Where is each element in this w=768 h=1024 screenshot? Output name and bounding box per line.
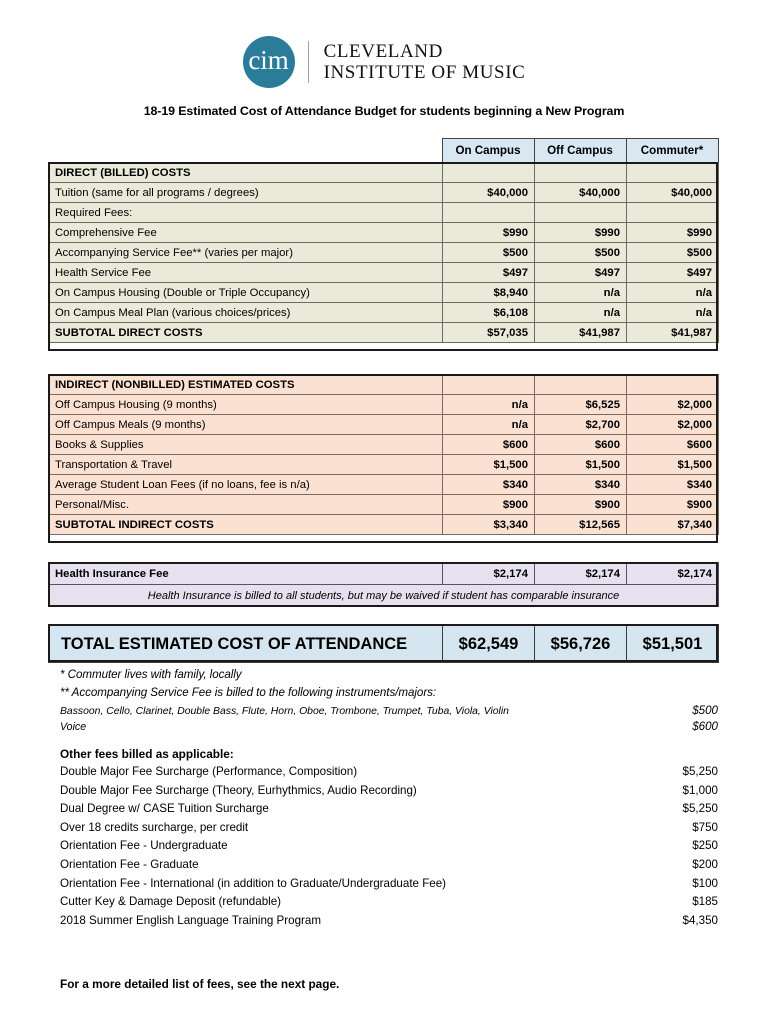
row-value [627,203,719,223]
other-fee-label: Double Major Fee Surcharge (Theory, Eurhythmics, Audio Recording) [60,783,417,797]
instrument-list-label: Bassoon, Cello, Clarinet, Double Bass, Flute, Horn, Oboe, Trombone, Trumpet, Tuba, Viola, Violin [60,706,509,717]
table-row [49,435,719,455]
other-fee-amount: $185 [692,895,718,909]
row-value: $2,700 [535,415,627,435]
subtotal-value: $57,035 [443,323,535,343]
cim-monogram-text: cim [248,45,289,75]
other-fee-label: Cutter Key & Damage Deposit (refundable) [60,895,282,909]
other-fee-label: Over 18 credits surcharge, per credit [60,820,249,834]
column-header-off-campus: Off Campus [534,139,626,163]
row-label: On Campus Meal Plan (various choices/prices) [49,303,443,323]
other-fees-heading: Other fees billed as applicable: [60,747,234,761]
row-label: Health Service Fee [49,263,443,283]
table-row [49,263,719,283]
row-label: Required Fees: [49,203,443,223]
other-fee-amount: $100 [692,876,718,890]
row-value: $6,108 [443,303,535,323]
instrument-list-row [60,704,718,717]
other-fee-label: Orientation Fee - International (in addition to Graduate/Undergraduate Fee) [60,876,447,890]
table-row [49,585,719,607]
other-fee-amount: $4,350 [682,913,718,927]
row-value: $900 [443,495,535,515]
logo-divider [308,41,309,83]
insurance-value: $2,174 [443,563,535,585]
indirect-section-title: INDIRECT (NONBILLED) ESTIMATED COSTS [49,375,443,395]
row-value: $1,500 [443,455,535,475]
insurance-label: Health Insurance Fee [49,563,443,585]
table-row [49,375,719,395]
row-label: Off Campus Housing (9 months) [49,395,443,415]
row-value: $990 [627,223,719,243]
row-label: Comprehensive Fee [49,223,443,243]
subtotal-label: SUBTOTAL DIRECT COSTS [49,323,443,343]
direct-section-title: DIRECT (BILLED) COSTS [49,163,443,183]
institution-logo [0,36,768,88]
row-value: $1,500 [535,455,627,475]
cim-circle-icon [243,36,295,88]
total-value: $51,501 [627,625,719,663]
other-fee-label: Orientation Fee - Graduate [60,857,199,871]
table-row [49,283,719,303]
other-fee-label: 2018 Summer English Language Training Program [60,913,322,927]
other-fee-row [60,839,718,852]
row-label: Accompanying Service Fee** (varies per major) [49,243,443,263]
table-row [49,183,719,203]
indirect-section-v3 [627,375,719,395]
row-label: Books & Supplies [49,435,443,455]
insurance-value: $2,174 [627,563,719,585]
subtotal-value: $41,987 [627,323,719,343]
row-value: n/a [627,283,719,303]
health-insurance-table [48,562,719,607]
row-value: n/a [443,395,535,415]
row-label: Off Campus Meals (9 months) [49,415,443,435]
logo-line-1: CLEVELAND [323,40,443,62]
row-value: $497 [535,263,627,283]
row-value: $1,500 [627,455,719,475]
column-header-row [48,138,719,163]
indirect-section-v2 [535,375,627,395]
row-label: On Campus Housing (Double or Triple Occupancy) [49,283,443,303]
row-value: $40,000 [627,183,719,203]
row-label: Average Student Loan Fees (if no loans, fee is n/a) [49,475,443,495]
table-row [49,475,719,495]
subtotal-value: $3,340 [443,515,535,535]
other-fee-amount: $750 [692,820,718,834]
row-value: $500 [443,243,535,263]
row-label: Transportation & Travel [49,455,443,475]
footnotes-section [60,668,718,932]
row-label: Personal/Misc. [49,495,443,515]
other-fee-amount: $5,250 [682,802,718,816]
row-value: $340 [535,475,627,495]
direct-section-v3 [627,163,719,183]
table-row [49,203,719,223]
other-fee-amount: $5,250 [682,765,718,778]
table-row-total [49,625,719,663]
other-fee-amount: $250 [692,839,718,853]
other-fee-label: Orientation Fee - Undergraduate [60,839,228,853]
total-value: $56,726 [535,625,627,663]
table-row [49,395,719,415]
table-row [49,563,719,585]
voice-label: Voice [60,721,87,733]
closing-note: For a more detailed list of fees, see the next page. [60,977,340,991]
row-value: $900 [627,495,719,515]
row-value [535,203,627,223]
subtotal-value: $7,340 [627,515,719,535]
other-fee-row [60,858,718,871]
table-row [49,303,719,323]
direct-section-v1 [443,163,535,183]
table-row [49,223,719,243]
row-value: $40,000 [535,183,627,203]
other-fee-row [60,877,718,890]
subtotal-value: $41,987 [535,323,627,343]
row-value: $500 [627,243,719,263]
table-row [49,495,719,515]
row-value: $990 [535,223,627,243]
row-value: $6,525 [535,395,627,415]
row-value: n/a [443,415,535,435]
logo-wordmark [324,41,526,84]
subtotal-label: SUBTOTAL INDIRECT COSTS [49,515,443,535]
column-header-commuter: Commuter* [626,139,718,163]
other-fee-row [60,821,718,834]
insurance-note: Health Insurance is billed to all students, but may be waived if student has comparable insurance [49,585,719,607]
commuter-footnote: * Commuter lives with family, locally [60,668,242,681]
row-value: $497 [443,263,535,283]
row-value: n/a [627,303,719,323]
other-fee-amount: $1,000 [682,783,718,797]
other-fee-row [60,895,718,908]
table-row-subtotal [49,515,719,535]
total-label: TOTAL ESTIMATED COST OF ATTENDANCE [49,625,443,663]
direct-section-v2 [535,163,627,183]
table-row [49,243,719,263]
logo-line-2: INSTITUTE OF MUSIC [323,62,526,83]
row-value: $40,000 [443,183,535,203]
row-value: $900 [535,495,627,515]
row-value: $500 [535,243,627,263]
row-value: $2,000 [627,395,719,415]
row-value: $2,000 [627,415,719,435]
other-fee-row [60,765,718,778]
row-value [443,203,535,223]
indirect-costs-table [48,374,719,535]
page-title: 18-19 Estimated Cost of Attendance Budget for students beginning a New Program [143,104,625,118]
header-spacer [48,139,442,163]
voice-amount: $600 [692,720,718,733]
table-row [49,455,719,475]
service-fee-footnote: ** Accompanying Service Fee is billed to the following instruments/majors: [60,686,437,699]
instrument-list-amount: $500 [692,704,718,717]
other-fee-label: Double Major Fee Surcharge (Performance, Composition) [60,765,358,778]
column-header-on-campus: On Campus [442,139,534,163]
other-fee-row [60,802,718,815]
row-value: $600 [535,435,627,455]
subtotal-value: $12,565 [535,515,627,535]
other-fee-label: Dual Degree w/ CASE Tuition Surcharge [60,802,269,816]
total-value: $62,549 [443,625,535,663]
row-value: n/a [535,283,627,303]
insurance-value: $2,174 [535,563,627,585]
row-value: $497 [627,263,719,283]
other-fee-row [60,914,718,927]
table-row [49,415,719,435]
row-value: $340 [443,475,535,495]
total-cost-table [48,624,719,663]
row-value: $340 [627,475,719,495]
row-value: $600 [627,435,719,455]
other-fee-row [60,784,718,797]
voice-fee-row [60,720,718,733]
row-value: $990 [443,223,535,243]
row-label: Tuition (same for all programs / degrees) [49,183,443,203]
other-fee-amount: $200 [692,857,718,871]
table-row [49,163,719,183]
row-value: $600 [443,435,535,455]
table-row-subtotal [49,323,719,343]
indirect-section-v1 [443,375,535,395]
row-value: n/a [535,303,627,323]
direct-costs-table [48,162,719,343]
row-value: $8,940 [443,283,535,303]
